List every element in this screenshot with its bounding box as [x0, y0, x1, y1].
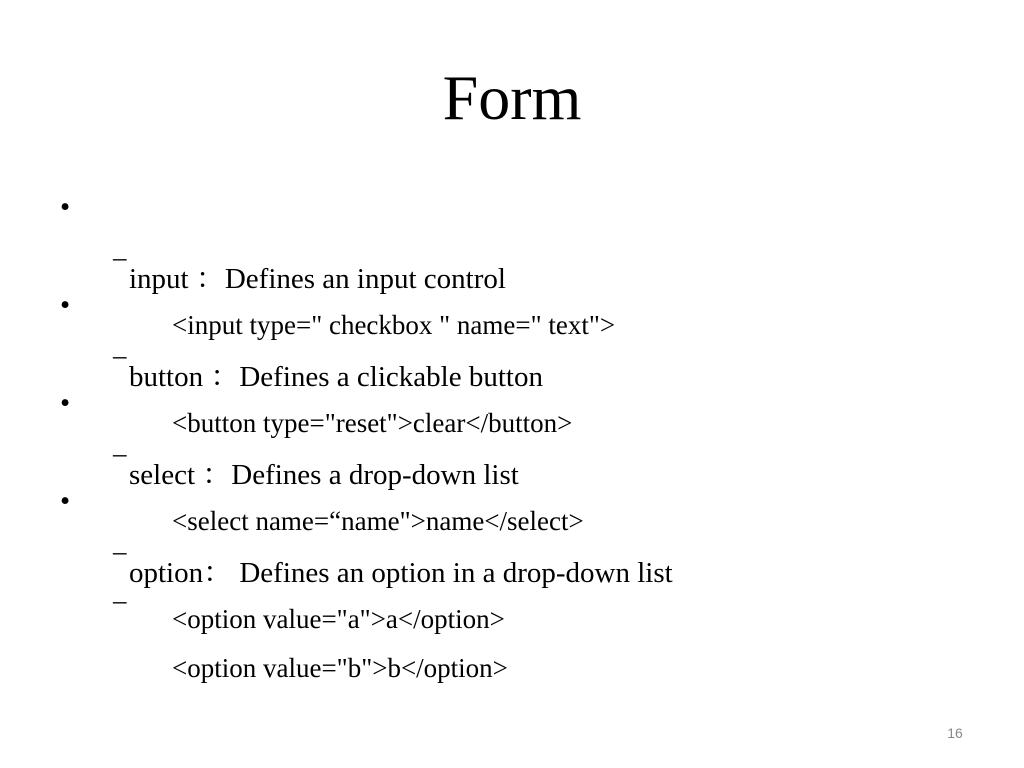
bullet-marker: • — [60, 289, 71, 321]
page-number: 16 — [947, 725, 963, 741]
dash-marker: – — [113, 438, 127, 468]
sub-item-option-example-b — [113, 583, 508, 719]
dash-marker: – — [113, 340, 127, 370]
bullet-marker: • — [60, 191, 71, 223]
bullet-text: select ：Defines a drop-down list — [129, 459, 519, 491]
dash-marker: – — [113, 536, 127, 566]
slide-title: Form — [442, 62, 582, 133]
sub-item-text: <option value="b">b</option> — [172, 653, 508, 683]
bullet-marker: • — [60, 485, 71, 517]
sub-item-text: <select name=“name">name</select> — [172, 506, 584, 536]
sub-item-text: <input type=" checkbox " name=" text"> — [172, 310, 616, 340]
bullet-marker: • — [60, 387, 71, 419]
bullet-text: option： Defines an option in a drop-down list — [129, 557, 673, 589]
dash-marker: – — [113, 242, 127, 272]
sub-item-text: <option value="a">a</option> — [172, 604, 505, 634]
bullet-text: button ：Defines a clickable button — [129, 361, 543, 393]
sub-item-text: <button type="reset">clear</button> — [172, 408, 573, 438]
bullet-text: input ：Defines an input control — [129, 263, 506, 295]
dash-marker: – — [113, 585, 127, 615]
